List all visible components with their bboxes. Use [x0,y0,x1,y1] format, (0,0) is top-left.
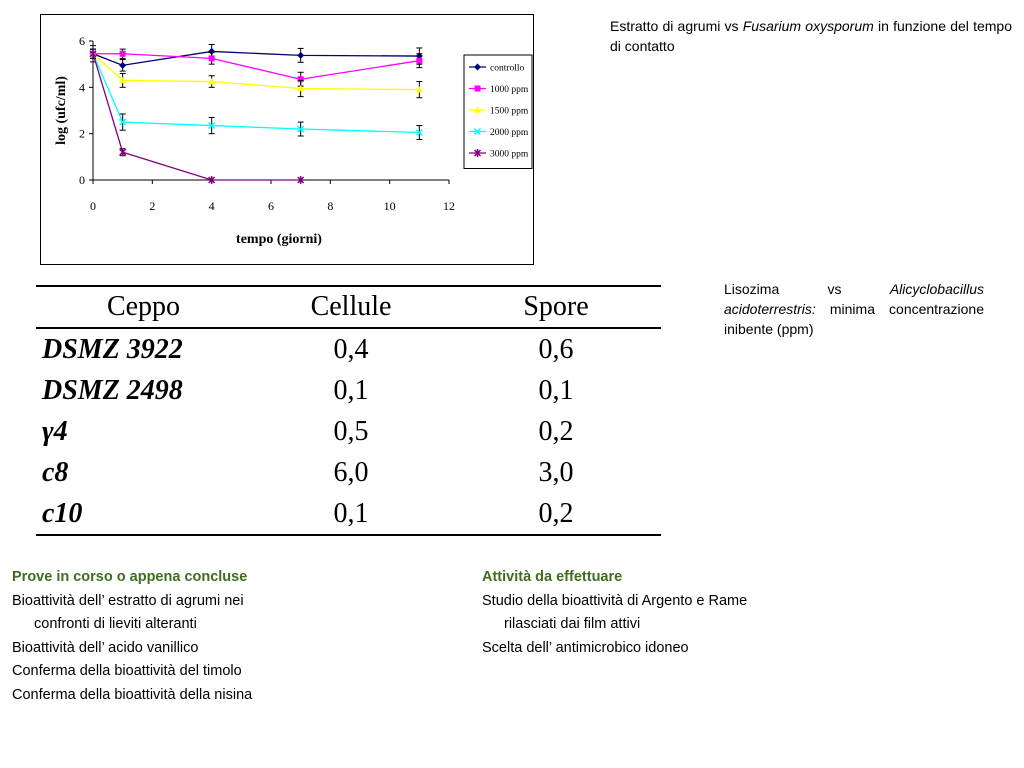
cells-cell: 0,5 [333,415,369,447]
y-tick-label: 6 [79,34,85,48]
spores-cell: 0,6 [538,333,574,365]
strain-cell: DSMZ 3922 [42,333,183,365]
cells-cell: 0,1 [251,493,451,535]
to-do-list [482,566,902,660]
table-row [36,328,661,370]
legend-marker [475,86,481,92]
legend-label: 1500 ppm [490,106,529,117]
to-do-heading: Attività da effettuare [482,569,623,585]
y-axis-label: log (ufc/ml) [54,76,69,145]
header-strain: Ceppo [36,286,251,328]
list-item-continuation: confronti di lieviti alteranti [34,616,197,633]
data-point [297,52,304,59]
spores-cell: 3,0 [538,456,574,488]
x-axis-label: tempo (giorni) [236,232,322,247]
data-point [416,58,422,64]
table-caption-post: minima concentrazione inibente (ppm) [724,301,984,337]
chart-caption-pre: Estratto di agrumi vs [610,18,743,34]
chart-caption-post: in funzione del tempo di contatto [610,18,1012,54]
table-row [36,370,661,411]
series-line [93,54,301,180]
x-tick-label: 0 [90,199,96,213]
x-tick-label: 10 [383,199,396,213]
table-caption [724,279,984,339]
cells-cell: 0,4 [333,333,369,365]
list-item: Conferma della bioattività del timolo [12,663,242,680]
in-progress-heading: Prove in corso o appena concluse [12,569,248,585]
series-line [93,54,419,79]
list-item: Conferma della bioattività della nisina [12,686,253,703]
chart-caption [610,16,1012,56]
chart-frame [40,14,534,265]
cells-cell: 0,1 [333,374,369,406]
table-caption-pre: Lisozima vs [724,281,890,297]
series-line [93,51,419,65]
x-tick-label: 8 [327,199,334,213]
spores-cell: 0,2 [451,493,661,535]
spores-cell: 0,2 [538,415,574,447]
strain-cell: γ4 [42,415,68,447]
table-caption-species: Alicyclobacillus acidoterrestris: [724,281,984,317]
table-row [36,411,661,452]
table-row [36,493,661,535]
data-point [119,62,126,69]
x-tick-label: 2 [149,199,156,213]
legend-label: 2000 ppm [490,128,529,138]
list-item: Bioattività dell’ acido vanillico [12,639,199,656]
series-line [93,54,419,133]
list-item: Bioattività dell’ estratto di agrumi nei [12,592,244,609]
list-item-continuation: rilasciati dai film attivi [504,616,641,633]
table-row [36,452,661,493]
table-header-row [36,286,661,328]
y-tick-label: 2 [79,126,85,141]
list-item: Studio della bioattività di Argento e Rame [482,592,748,609]
y-tick-label: 4 [79,80,85,95]
series-line [93,54,419,90]
in-progress-list [12,566,432,708]
data-point [120,51,126,57]
cells-cell: 6,0 [333,456,369,488]
header-spores: Spore [451,286,661,328]
strain-cell: c10 [36,493,251,535]
x-tick-label: 4 [208,199,215,213]
strain-cell: DSMZ 2498 [42,374,183,406]
strain-cell: c8 [42,456,69,488]
data-point [209,55,215,61]
legend-label: 1000 ppm [490,85,529,95]
list-item: Scelta dell’ antimicrobico idoneo [482,639,689,656]
chart-caption-species: Fusarium oxysporum [742,18,874,34]
header-cells: Cellule [251,286,451,328]
legend-label: 3000 ppm [490,149,529,160]
mic-table [36,285,661,536]
x-tick-label: 12 [443,199,455,213]
line-chart [41,15,535,266]
x-tick-label: 6 [268,199,274,213]
spores-cell: 0,1 [538,374,574,406]
y-tick-label: 0 [79,173,85,187]
legend-label: controllo [490,63,525,74]
